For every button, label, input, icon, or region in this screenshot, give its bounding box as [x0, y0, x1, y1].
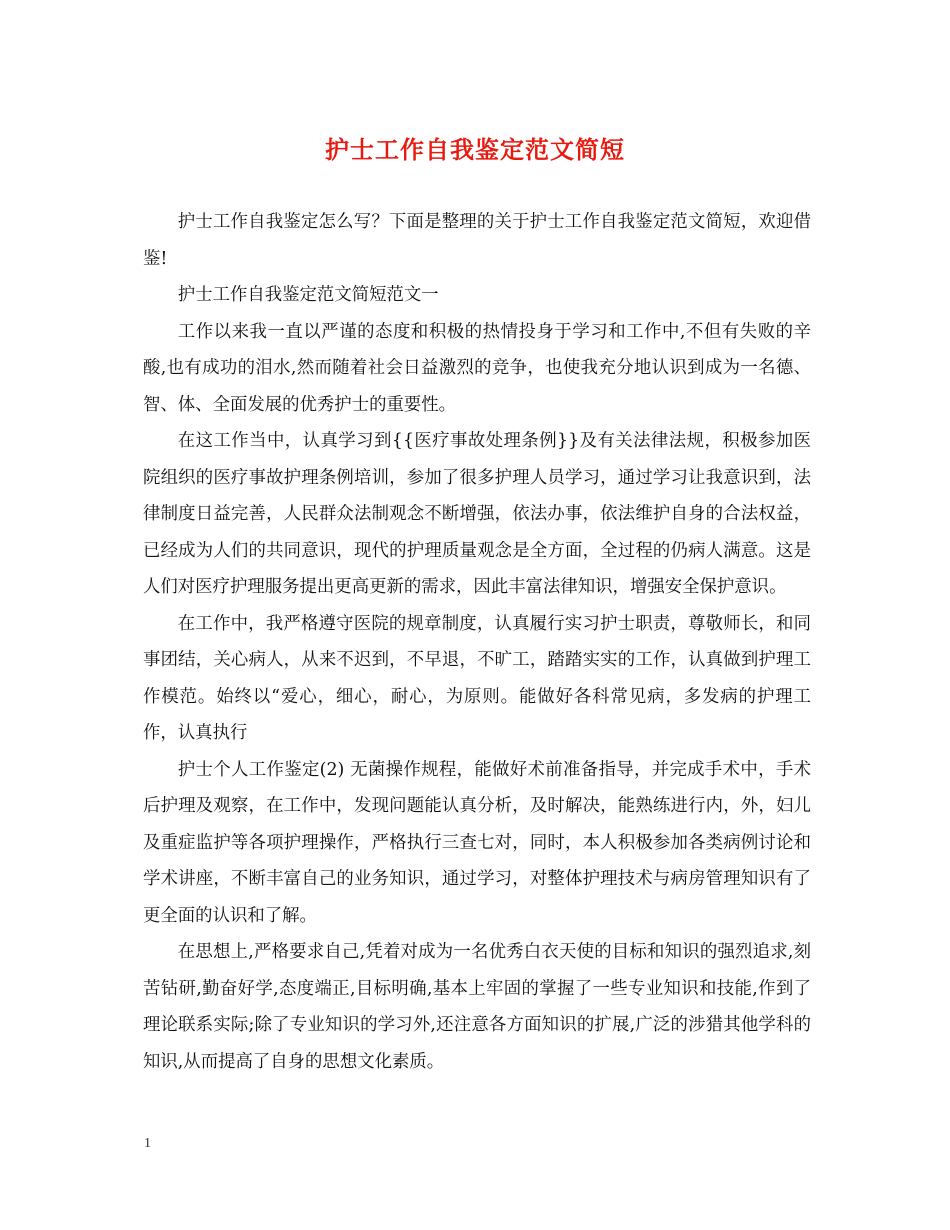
- paragraph-intro: 护士工作自我鉴定怎么写？下面是整理的关于护士工作自我鉴定范文简短，欢迎借鉴!: [143, 212, 811, 269]
- page-number: 1: [144, 1136, 151, 1151]
- paragraph-work-conduct: 在工作中，我严格遵守医院的规章制度，认真履行实习护士职责，尊敬师长，和同事团结，关心病人，从来不迟到，不早退，不旷工，踏踏实实的工作，认真做到护理工作模范。始终以“爱心，细心，耐心，为原则。能做好各科常见病，多发病的护理工作，认真执行: [143, 613, 811, 743]
- paragraph-work-attitude: 工作以来我一直以严谨的态度和积极的热情投身于学习和工作中,不但有失败的辛酸,也有成功的泪水,然而随着社会日益激烈的竞争，也使我充分地认识到成为一名德、智、体、全面发展的优秀护士的重要性。: [143, 321, 811, 415]
- paragraph-personal-appraisal: 护士个人工作鉴定(2) 无菌操作规程，能做好术前准备指导，并完成手术中，手术后护理及观察，在工作中，发现问题能认真分析，及时解决，能熟练进行内，外，妇儿及重症监护等各项护理操作，严格执行三查七对，同时，本人积极参加各类病例讨论和学术讲座，不断丰富自己的业务知识，通过学习，对整体护理技术与病房管理知识有了更全面的认识和了解。: [143, 759, 811, 926]
- paragraph-ideology: 在思想上,严格要求自己,凭着对成为一名优秀白衣天使的目标和知识的强烈追求,刻苦钻研,勤奋好学,态度端正,目标明确,基本上牢固的掌握了一些专业知识和技能,作到了理论联系实际;除了专业知识的学习外,还注意各方面知识的扩展,广泛的涉猎其他学科的知识,从而提高了自身的思想文化素质。: [143, 942, 811, 1072]
- paragraph-legal-study: 在这工作当中，认真学习到{{医疗事故处理条例}}及有关法律法规，积极参加医院组织的医疗事故护理条例培训，参加了很多护理人员学习，通过学习让我意识到，法律制度日益完善，人民群众法制观念不断增强，依法办事，依法维护自身的合法权益，已经成为人们的共同意识，现代的护理质量观念是全方面，全过程的仍病人满意。这是人们对医疗护理服务提出更高更新的需求，因此丰富法律知识，增强安全保护意识。: [143, 431, 811, 597]
- document-title: 护士工作自我鉴定范文简短: [325, 136, 625, 164]
- paragraph-sample-heading: 护士工作自我鉴定范文简短范文一: [177, 285, 439, 305]
- document-body: [143, 204, 811, 1080]
